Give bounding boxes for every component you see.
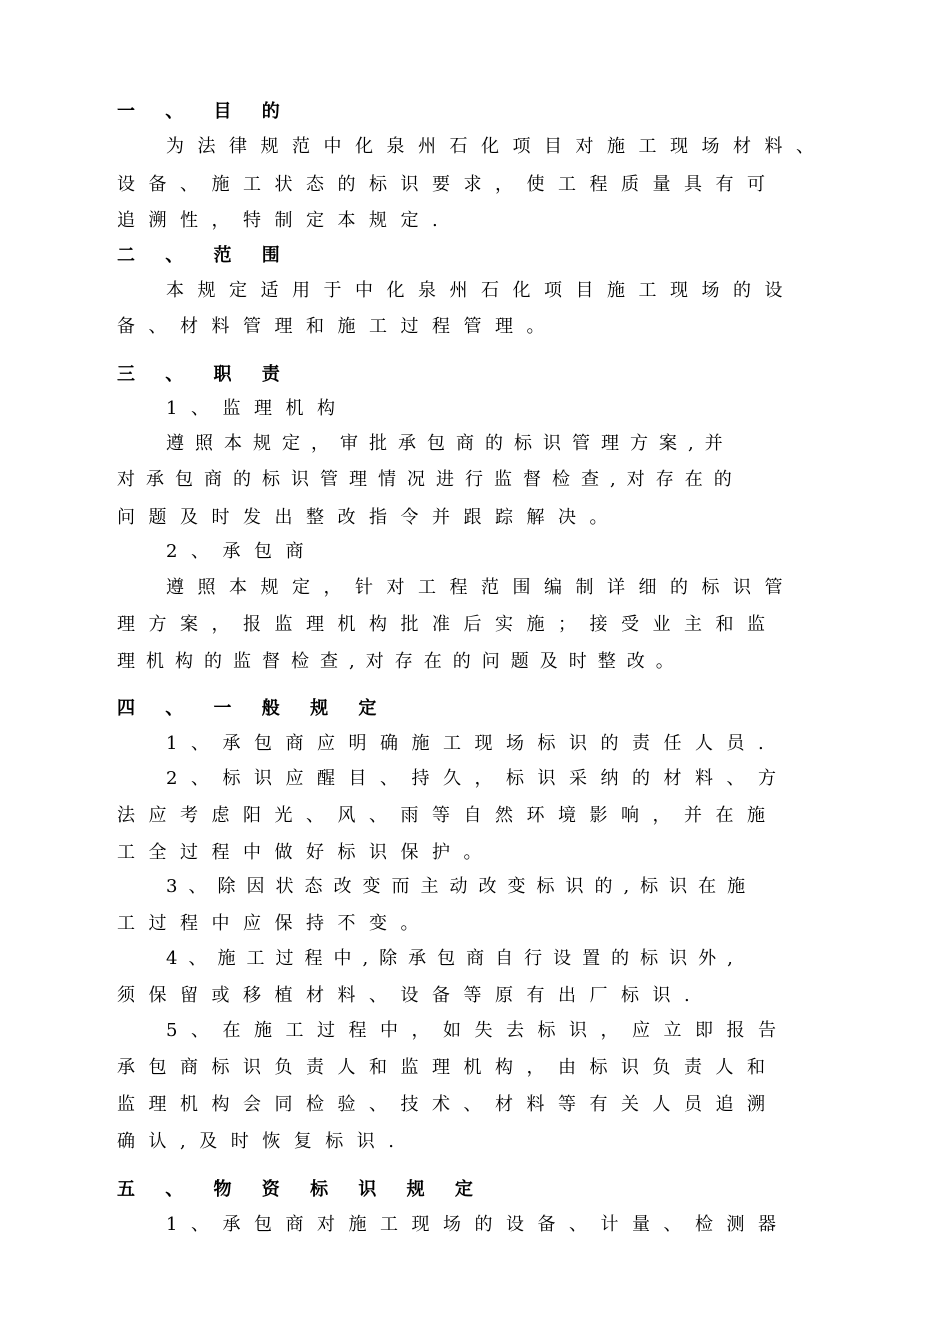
- section-heading-1: 一 、 目 的: [117, 101, 292, 122]
- paragraph-line: 承包商标识负责人和监理机构，由标识负责人和: [117, 1057, 779, 1078]
- paragraph-line: 2、标识应醒目、持久，标识采纳的材料、方: [166, 768, 790, 789]
- paragraph-line: 1、承包商应明确施工现场标识的责任人员.: [166, 733, 778, 754]
- paragraph-line: 遵照本规定，针对工程范围编制详细的标识管: [166, 577, 796, 598]
- subsection-title: 2、承包商: [166, 541, 317, 562]
- paragraph-line: 设备、施工状态的标识要求，使工程质量具有可: [117, 174, 779, 195]
- paragraph-line: 本规定适用于中化泉州石化项目施工现场的设: [166, 280, 796, 301]
- paragraph-line: 1、承包商对施工现场的设备、计量、检测器: [166, 1214, 790, 1235]
- paragraph-line: 须保留或移植材料、设备等原有出厂标识.: [117, 985, 704, 1006]
- paragraph-line: 为法律规范中化泉州石化项目对施工现场材料、: [166, 136, 828, 157]
- paragraph-line: 问题及时发出整改指令并跟踪解决。: [117, 507, 621, 528]
- paragraph-line: 工全过程中做好标识保护。: [117, 842, 495, 863]
- paragraph-line: 遵照本规定，审批承包商的标识管理方案,并: [166, 433, 734, 454]
- subsection-title: 1、监理机构: [166, 398, 349, 419]
- paragraph-line: 确认,及时恢复标识.: [117, 1131, 408, 1152]
- paragraph-line: 备、材料管理和施工过程管理。: [117, 316, 558, 337]
- paragraph-line: 3、除因状态改变而主动改变标识的,标识在施: [166, 876, 757, 897]
- section-heading-3: 三 、 职 责: [117, 364, 292, 385]
- paragraph-line: 工过程中应保持不变。: [117, 913, 432, 934]
- paragraph-line: 对承包商的标识管理情况进行监督检查,对存在的: [117, 469, 743, 490]
- paragraph-line: 5、在施工过程中，如失去标识，应立即报告: [166, 1020, 790, 1041]
- paragraph-line: 理机构的监督检查,对存在的问题及时整改。: [117, 651, 685, 672]
- paragraph-line: 4、施工过程中,除承包商自行设置的标识外,: [166, 948, 744, 969]
- paragraph-line: 法应考虑阳光、风、雨等自然环境影响，并在施: [117, 805, 779, 826]
- paragraph-line: 监理机构会同检验、技术、材料等有关人员追溯: [117, 1094, 779, 1115]
- section-heading-5: 五 、 物 资 标 识 规 定: [117, 1179, 485, 1200]
- paragraph-line: 理方案，报监理机构批准后实施；接受业主和监: [117, 614, 779, 635]
- section-heading-4: 四 、 一 般 规 定: [117, 698, 389, 719]
- paragraph-line: 追溯性，特制定本规定.: [117, 210, 452, 231]
- section-heading-2: 二 、 范 围: [117, 245, 292, 266]
